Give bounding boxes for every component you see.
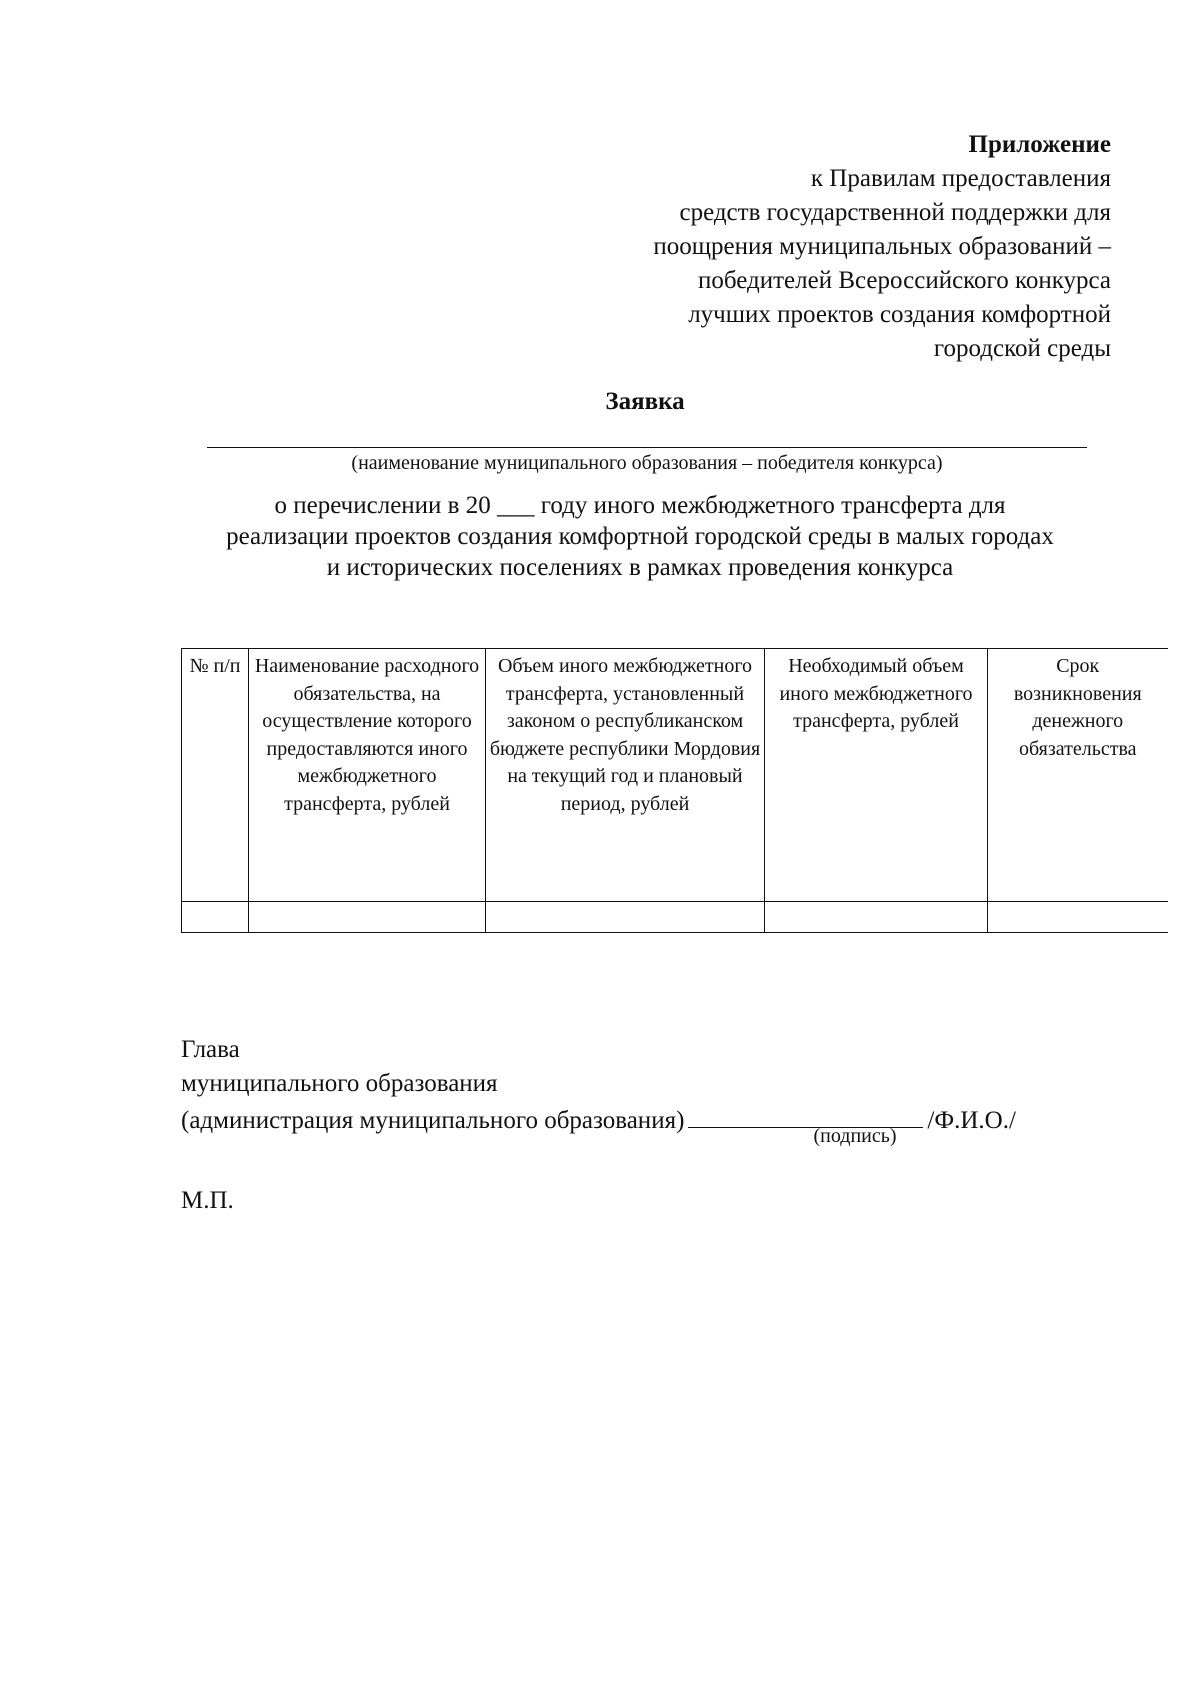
signature-title-line: (администрация муниципального образования)	[181, 1107, 685, 1134]
signature-title-line: Глава	[181, 1036, 240, 1063]
document-title: Заявка	[605, 388, 685, 415]
signature-title-line: муниципального образования	[181, 1070, 498, 1097]
appendix-line: победителей Всероссийского конкурса	[697, 267, 1111, 294]
appendix-block	[551, 128, 1111, 366]
table-header-cell: № п/п	[182, 649, 249, 902]
table-cell	[765, 902, 988, 933]
appendix-line: городской среды	[933, 335, 1111, 362]
appendix-line: лучших проектов создания комфортной	[688, 301, 1111, 328]
table-header-cell: Срок возникновения денежного обязательства	[988, 649, 1168, 902]
transfer-table	[181, 648, 1168, 933]
appendix-heading: Приложение	[968, 131, 1111, 158]
request-subject	[150, 490, 1130, 583]
signature-caption: (подпись)	[813, 1125, 897, 1147]
table-cell	[486, 902, 765, 933]
table-header-cell: Необходимый объем иного межбюджетного трансферта, рублей	[765, 649, 988, 902]
municipality-name-caption: (наименование муниципального образования – победителя конкурса)	[351, 452, 943, 474]
table-header-row	[182, 649, 1168, 902]
table-header-cell: Наименование расходного обязательства, на осуществление которого предоставляются иного межбюджетного трансферта, рублей	[249, 649, 486, 902]
signature-blank-line	[688, 1101, 923, 1128]
municipality-name-line	[207, 447, 1087, 448]
fio-placeholder: /Ф.И.О./	[927, 1107, 1016, 1134]
subject-line: о перечислении в 20 ___ году иного межбюджетного трансферта для	[274, 492, 1006, 519]
appendix-line: к Правилам предоставления	[810, 165, 1111, 192]
signature-block	[181, 1033, 1141, 1138]
table-cell	[988, 902, 1168, 933]
table-row	[182, 902, 1168, 933]
appendix-line: поощрения муниципальных образований –	[653, 233, 1111, 260]
table-cell	[249, 902, 486, 933]
signature-row	[181, 1101, 1141, 1138]
table-header-cell: Объем иного межбюджетного трансферта, установленный законом о республиканском бюджете республики Мордовия на текущий год и плановый период, рублей	[486, 649, 765, 902]
subject-line: и исторических поселениях в рамках проведения конкурса	[326, 554, 954, 581]
subject-line: реализации проектов создания комфортной городской среды в малых городах	[226, 523, 1054, 550]
table-cell	[182, 902, 249, 933]
stamp-placeholder: М.П.	[181, 1187, 234, 1214]
appendix-line: средств государственной поддержки для	[679, 199, 1111, 226]
